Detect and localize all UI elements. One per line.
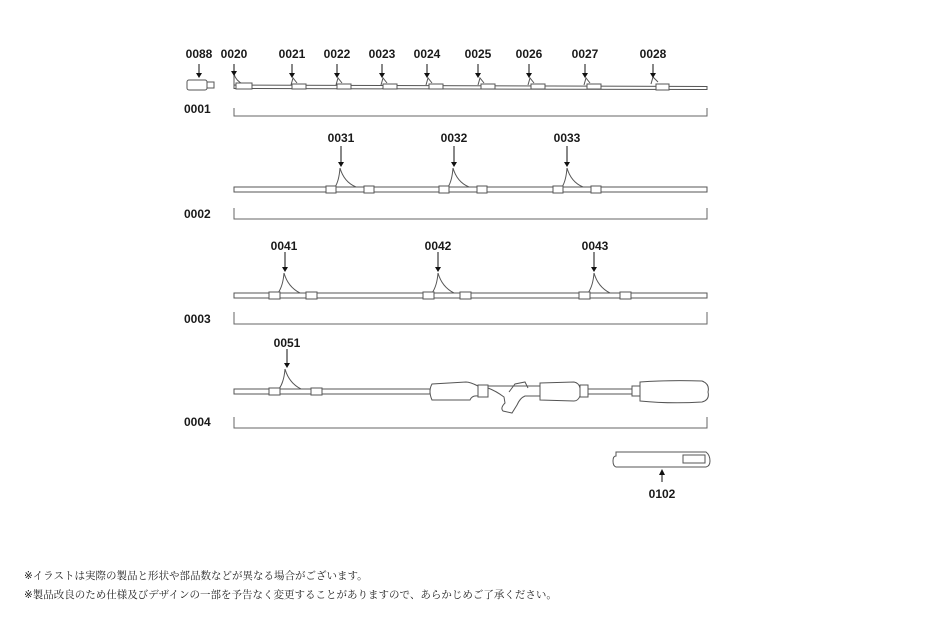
guide-0031: [326, 131, 374, 193]
section-0001: [184, 47, 707, 116]
part-label-0032: 0032: [440, 131, 468, 145]
section-label-0003: 0003: [184, 312, 211, 326]
guide-0033: [553, 131, 601, 193]
guide-0021: [279, 47, 306, 89]
part-label-0025: 0025: [464, 47, 492, 61]
rod-blank-0002: [234, 187, 707, 192]
part-label-0031: 0031: [327, 131, 355, 145]
length-bracket-0002: [234, 208, 707, 219]
section-label-0004: 0004: [184, 415, 211, 429]
part-label-0051: 0051: [273, 336, 301, 350]
guide-0028: [640, 47, 669, 90]
length-bracket-0004: [234, 417, 707, 428]
part-label-0022: 0022: [323, 47, 351, 61]
part-label-0020: 0020: [220, 47, 248, 61]
part-label-0026: 0026: [515, 47, 543, 61]
accessory-0102: [613, 452, 710, 501]
part-label-0024: 0024: [413, 47, 441, 61]
disclaimer-note-spec-change: ※製品改良のため仕様及びデザインの一部を予告なく変更することがありますので、あらかじめご了承ください。: [24, 589, 557, 601]
guide-0024: [414, 47, 443, 89]
guide-0042: [423, 239, 471, 299]
part-label-0033: 0033: [553, 131, 581, 145]
section-0004: [184, 336, 708, 429]
guide-0041: [269, 239, 317, 299]
guide-0027: [572, 47, 601, 89]
part-label-0023: 0023: [368, 47, 396, 61]
section-label-0002: 0002: [184, 207, 211, 221]
section-label-0001: 0001: [184, 102, 211, 116]
rod-blank-0004: [234, 389, 430, 394]
part-label-0028: 0028: [639, 47, 667, 61]
guide-0026: [516, 47, 545, 89]
section-0003: [184, 239, 707, 326]
guide-0023: [369, 47, 397, 89]
part-label-0088: 0088: [185, 47, 213, 61]
part-label-0043: 0043: [581, 239, 609, 253]
length-bracket-0001: [234, 108, 707, 116]
part-label-0041: 0041: [270, 239, 298, 253]
length-bracket-0003: [234, 312, 707, 324]
rod-handle: [430, 381, 708, 413]
tip-top-0020: [221, 47, 252, 89]
guide-0043: [579, 239, 631, 299]
part-label-0102: 0102: [648, 487, 676, 501]
part-label-0027: 0027: [571, 47, 599, 61]
part-label-0042: 0042: [424, 239, 452, 253]
section-0002: [184, 131, 707, 221]
guide-0032: [439, 131, 487, 193]
disclaimer-note-illustration: ※イラストは実際の製品と形状や部品数などが異なる場合がございます。: [24, 570, 368, 582]
guide-0022: [324, 47, 351, 89]
guide-0025: [465, 47, 495, 89]
guide-0051: [269, 336, 322, 395]
tip-cap-0088: [186, 47, 214, 90]
part-label-0021: 0021: [278, 47, 306, 61]
